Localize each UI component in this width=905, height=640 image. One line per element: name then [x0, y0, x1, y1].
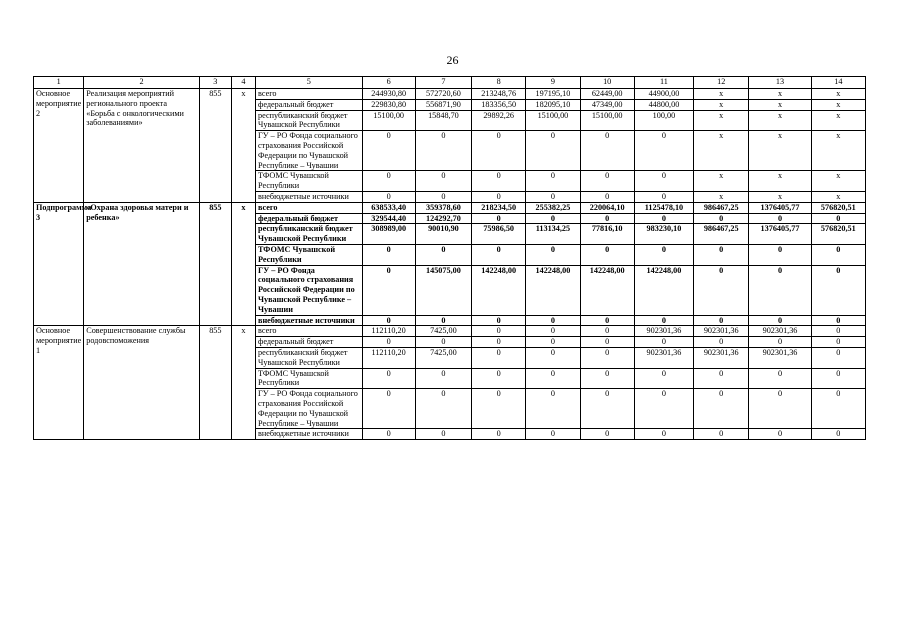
- amount-cell: 0: [634, 429, 693, 440]
- funding-source: ГУ – РО Фонда социального страхования Российской Федерации по Чувашской Республике – Чувашии: [256, 389, 363, 429]
- funding-source: федеральный бюджет: [256, 99, 363, 110]
- funding-source: внебюджетные источники: [256, 315, 363, 326]
- amount-cell: 0: [526, 368, 580, 389]
- amount-cell: 0: [526, 315, 580, 326]
- amount-cell: x: [811, 99, 865, 110]
- amount-cell: 142248,00: [472, 265, 526, 315]
- target-mark: x: [231, 202, 255, 326]
- amount-cell: 112110,20: [362, 326, 415, 337]
- amount-cell: x: [694, 191, 749, 202]
- amount-cell: 576820,51: [811, 202, 865, 213]
- amount-cell: x: [694, 171, 749, 192]
- column-header: 1: [34, 77, 84, 89]
- amount-cell: 0: [634, 244, 693, 265]
- amount-cell: 359378,60: [415, 202, 471, 213]
- amount-cell: 0: [526, 244, 580, 265]
- amount-cell: 218234,50: [472, 202, 526, 213]
- amount-cell: 0: [362, 368, 415, 389]
- amount-cell: 145075,00: [415, 265, 471, 315]
- responsible-code: 855: [199, 202, 231, 326]
- amount-cell: 15100,00: [362, 110, 415, 131]
- amount-cell: 0: [415, 171, 471, 192]
- amount-cell: 0: [634, 171, 693, 192]
- table-body: [34, 77, 866, 440]
- amount-cell: 0: [811, 429, 865, 440]
- amount-cell: 15100,00: [580, 110, 634, 131]
- funding-source: республиканский бюджет Чувашской Республики: [256, 347, 363, 368]
- amount-cell: 0: [749, 368, 811, 389]
- amount-cell: 902301,36: [694, 326, 749, 337]
- funding-source: федеральный бюджет: [256, 337, 363, 348]
- amount-cell: 0: [811, 265, 865, 315]
- amount-cell: 47349,00: [580, 99, 634, 110]
- program-code: Подпрограмма 3: [34, 202, 84, 326]
- amount-cell: x: [811, 89, 865, 100]
- amount-cell: 0: [634, 191, 693, 202]
- amount-cell: 15848,70: [415, 110, 471, 131]
- amount-cell: 75986,50: [472, 224, 526, 245]
- amount-cell: 1376405,77: [749, 224, 811, 245]
- amount-cell: 0: [811, 337, 865, 348]
- amount-cell: x: [749, 191, 811, 202]
- amount-cell: 44800,00: [634, 99, 693, 110]
- amount-cell: 255382,25: [526, 202, 580, 213]
- amount-cell: 0: [811, 347, 865, 368]
- amount-cell: 0: [415, 368, 471, 389]
- funding-source: ГУ – РО Фонда социального страхования Российской Федерации по Чувашской Республике – Чувашии: [256, 131, 363, 171]
- amount-cell: 0: [634, 131, 693, 171]
- amount-cell: 0: [472, 315, 526, 326]
- amount-cell: x: [749, 99, 811, 110]
- amount-cell: 0: [580, 368, 634, 389]
- column-header: 12: [694, 77, 749, 89]
- amount-cell: 0: [580, 191, 634, 202]
- amount-cell: 902301,36: [749, 326, 811, 337]
- amount-cell: x: [749, 131, 811, 171]
- amount-cell: x: [694, 131, 749, 171]
- amount-cell: 0: [526, 337, 580, 348]
- amount-cell: 183356,50: [472, 99, 526, 110]
- amount-cell: 0: [415, 191, 471, 202]
- table-row: [34, 89, 866, 100]
- amount-cell: 0: [580, 429, 634, 440]
- amount-cell: 0: [694, 389, 749, 429]
- amount-cell: 0: [472, 337, 526, 348]
- amount-cell: 142248,00: [526, 265, 580, 315]
- column-header: 7: [415, 77, 471, 89]
- amount-cell: 0: [580, 326, 634, 337]
- amount-cell: 902301,36: [634, 326, 693, 337]
- amount-cell: x: [749, 89, 811, 100]
- amount-cell: 0: [811, 389, 865, 429]
- amount-cell: 1376405,77: [749, 202, 811, 213]
- amount-cell: 90010,90: [415, 224, 471, 245]
- amount-cell: 0: [634, 315, 693, 326]
- amount-cell: 0: [526, 429, 580, 440]
- amount-cell: 0: [634, 389, 693, 429]
- amount-cell: 572720,60: [415, 89, 471, 100]
- amount-cell: 44900,00: [634, 89, 693, 100]
- amount-cell: 0: [472, 213, 526, 224]
- amount-cell: 0: [526, 131, 580, 171]
- amount-cell: 986467,25: [694, 202, 749, 213]
- amount-cell: 0: [362, 244, 415, 265]
- amount-cell: 197195,10: [526, 89, 580, 100]
- amount-cell: 113134,25: [526, 224, 580, 245]
- program-code: Основное мероприятие 1: [34, 326, 84, 440]
- amount-cell: 124292,70: [415, 213, 471, 224]
- amount-cell: 0: [526, 213, 580, 224]
- amount-cell: 0: [415, 315, 471, 326]
- amount-cell: 0: [362, 315, 415, 326]
- amount-cell: 0: [362, 389, 415, 429]
- amount-cell: 0: [580, 171, 634, 192]
- funding-source: всего: [256, 202, 363, 213]
- amount-cell: x: [694, 89, 749, 100]
- amount-cell: 0: [634, 213, 693, 224]
- responsible-code: 855: [199, 326, 231, 440]
- amount-cell: 0: [749, 265, 811, 315]
- amount-cell: 0: [580, 337, 634, 348]
- amount-cell: 0: [472, 191, 526, 202]
- amount-cell: 0: [526, 347, 580, 368]
- column-header: 2: [84, 77, 200, 89]
- amount-cell: 0: [362, 429, 415, 440]
- amount-cell: 986467,25: [694, 224, 749, 245]
- amount-cell: 0: [472, 347, 526, 368]
- amount-cell: 0: [694, 213, 749, 224]
- amount-cell: 0: [526, 171, 580, 192]
- amount-cell: 220064,10: [580, 202, 634, 213]
- amount-cell: x: [749, 110, 811, 131]
- responsible-code: 855: [199, 89, 231, 203]
- amount-cell: 902301,36: [634, 347, 693, 368]
- target-mark: x: [231, 326, 255, 440]
- amount-cell: 142248,00: [634, 265, 693, 315]
- amount-cell: 0: [472, 244, 526, 265]
- amount-cell: 0: [580, 315, 634, 326]
- amount-cell: 244930,80: [362, 89, 415, 100]
- amount-cell: 112110,20: [362, 347, 415, 368]
- amount-cell: x: [811, 171, 865, 192]
- amount-cell: 0: [472, 131, 526, 171]
- amount-cell: 77816,10: [580, 224, 634, 245]
- column-header: 14: [811, 77, 865, 89]
- column-header: 8: [472, 77, 526, 89]
- amount-cell: 0: [415, 131, 471, 171]
- amount-cell: 308989,00: [362, 224, 415, 245]
- amount-cell: 0: [362, 265, 415, 315]
- amount-cell: 0: [694, 368, 749, 389]
- amount-cell: 0: [749, 244, 811, 265]
- amount-cell: 7425,00: [415, 326, 471, 337]
- amount-cell: 0: [580, 213, 634, 224]
- target-mark: x: [231, 89, 255, 203]
- amount-cell: 902301,36: [749, 347, 811, 368]
- column-header: 6: [362, 77, 415, 89]
- amount-cell: 182095,10: [526, 99, 580, 110]
- amount-cell: 0: [362, 191, 415, 202]
- amount-cell: 0: [526, 191, 580, 202]
- amount-cell: 0: [415, 389, 471, 429]
- program-code: Основное мероприятие 2: [34, 89, 84, 203]
- amount-cell: 0: [472, 429, 526, 440]
- amount-cell: 142248,00: [580, 265, 634, 315]
- column-number-row: [34, 77, 866, 89]
- amount-cell: 0: [362, 337, 415, 348]
- amount-cell: 0: [749, 337, 811, 348]
- amount-cell: 0: [415, 337, 471, 348]
- amount-cell: 0: [580, 244, 634, 265]
- amount-cell: 213248,76: [472, 89, 526, 100]
- amount-cell: 0: [415, 244, 471, 265]
- amount-cell: 0: [472, 368, 526, 389]
- amount-cell: 638533,40: [362, 202, 415, 213]
- column-header: 9: [526, 77, 580, 89]
- amount-cell: 0: [694, 337, 749, 348]
- funding-source: ТФОМС Чувашской Республики: [256, 244, 363, 265]
- amount-cell: 329544,40: [362, 213, 415, 224]
- amount-cell: 0: [811, 368, 865, 389]
- column-header: 13: [749, 77, 811, 89]
- funding-source: всего: [256, 326, 363, 337]
- amount-cell: 0: [634, 337, 693, 348]
- column-header: 11: [634, 77, 693, 89]
- amount-cell: 0: [472, 171, 526, 192]
- amount-cell: 0: [811, 326, 865, 337]
- amount-cell: 0: [811, 213, 865, 224]
- amount-cell: 0: [580, 131, 634, 171]
- amount-cell: x: [811, 131, 865, 171]
- amount-cell: 0: [580, 347, 634, 368]
- amount-cell: 29892,26: [472, 110, 526, 131]
- funding-source: ТФОМС Чувашской Республики: [256, 171, 363, 192]
- amount-cell: 0: [811, 244, 865, 265]
- column-header: 3: [199, 77, 231, 89]
- amount-cell: 0: [694, 265, 749, 315]
- funding-table: [33, 76, 866, 440]
- amount-cell: 0: [472, 389, 526, 429]
- funding-source: ТФОМС Чувашской Республики: [256, 368, 363, 389]
- program-title: Реализация мероприятий регионального проекта «Борьба с онкологическими заболеваниями»: [84, 89, 200, 203]
- amount-cell: 0: [749, 213, 811, 224]
- column-header: 10: [580, 77, 634, 89]
- funding-source: внебюджетные источники: [256, 191, 363, 202]
- amount-cell: 7425,00: [415, 347, 471, 368]
- amount-cell: 576820,51: [811, 224, 865, 245]
- amount-cell: 0: [580, 389, 634, 429]
- amount-cell: 0: [811, 315, 865, 326]
- table-row: [34, 326, 866, 337]
- amount-cell: 0: [694, 315, 749, 326]
- amount-cell: 100,00: [634, 110, 693, 131]
- amount-cell: 0: [634, 368, 693, 389]
- amount-cell: 0: [362, 171, 415, 192]
- amount-cell: 983230,10: [634, 224, 693, 245]
- amount-cell: 62449,00: [580, 89, 634, 100]
- amount-cell: x: [749, 171, 811, 192]
- amount-cell: 0: [472, 326, 526, 337]
- amount-cell: 0: [415, 429, 471, 440]
- funding-source: федеральный бюджет: [256, 213, 363, 224]
- table-row: [34, 202, 866, 213]
- amount-cell: 556871,90: [415, 99, 471, 110]
- program-title: «Охрана здоровья матери и ребенка»: [84, 202, 200, 326]
- column-header: 5: [256, 77, 363, 89]
- page-number: 26: [446, 53, 459, 67]
- amount-cell: 0: [749, 389, 811, 429]
- amount-cell: 0: [526, 389, 580, 429]
- amount-cell: 0: [526, 326, 580, 337]
- funding-source: республиканский бюджет Чувашской Республики: [256, 224, 363, 245]
- amount-cell: 0: [694, 244, 749, 265]
- amount-cell: 0: [694, 429, 749, 440]
- amount-cell: 0: [362, 131, 415, 171]
- amount-cell: x: [811, 110, 865, 131]
- amount-cell: 229830,80: [362, 99, 415, 110]
- amount-cell: x: [811, 191, 865, 202]
- column-header: 4: [231, 77, 255, 89]
- amount-cell: 15100,00: [526, 110, 580, 131]
- funding-source: республиканский бюджет Чувашской Республики: [256, 110, 363, 131]
- amount-cell: 1125478,10: [634, 202, 693, 213]
- amount-cell: x: [694, 110, 749, 131]
- amount-cell: 0: [749, 429, 811, 440]
- program-title: Совершенствование службы родовспоможения: [84, 326, 200, 440]
- funding-source: внебюджетные источники: [256, 429, 363, 440]
- amount-cell: 0: [749, 315, 811, 326]
- funding-source: ГУ – РО Фонда социального страхования Российской Федерации по Чувашской Республике – Чувашии: [256, 265, 363, 315]
- funding-source: всего: [256, 89, 363, 100]
- amount-cell: 902301,36: [694, 347, 749, 368]
- amount-cell: x: [694, 99, 749, 110]
